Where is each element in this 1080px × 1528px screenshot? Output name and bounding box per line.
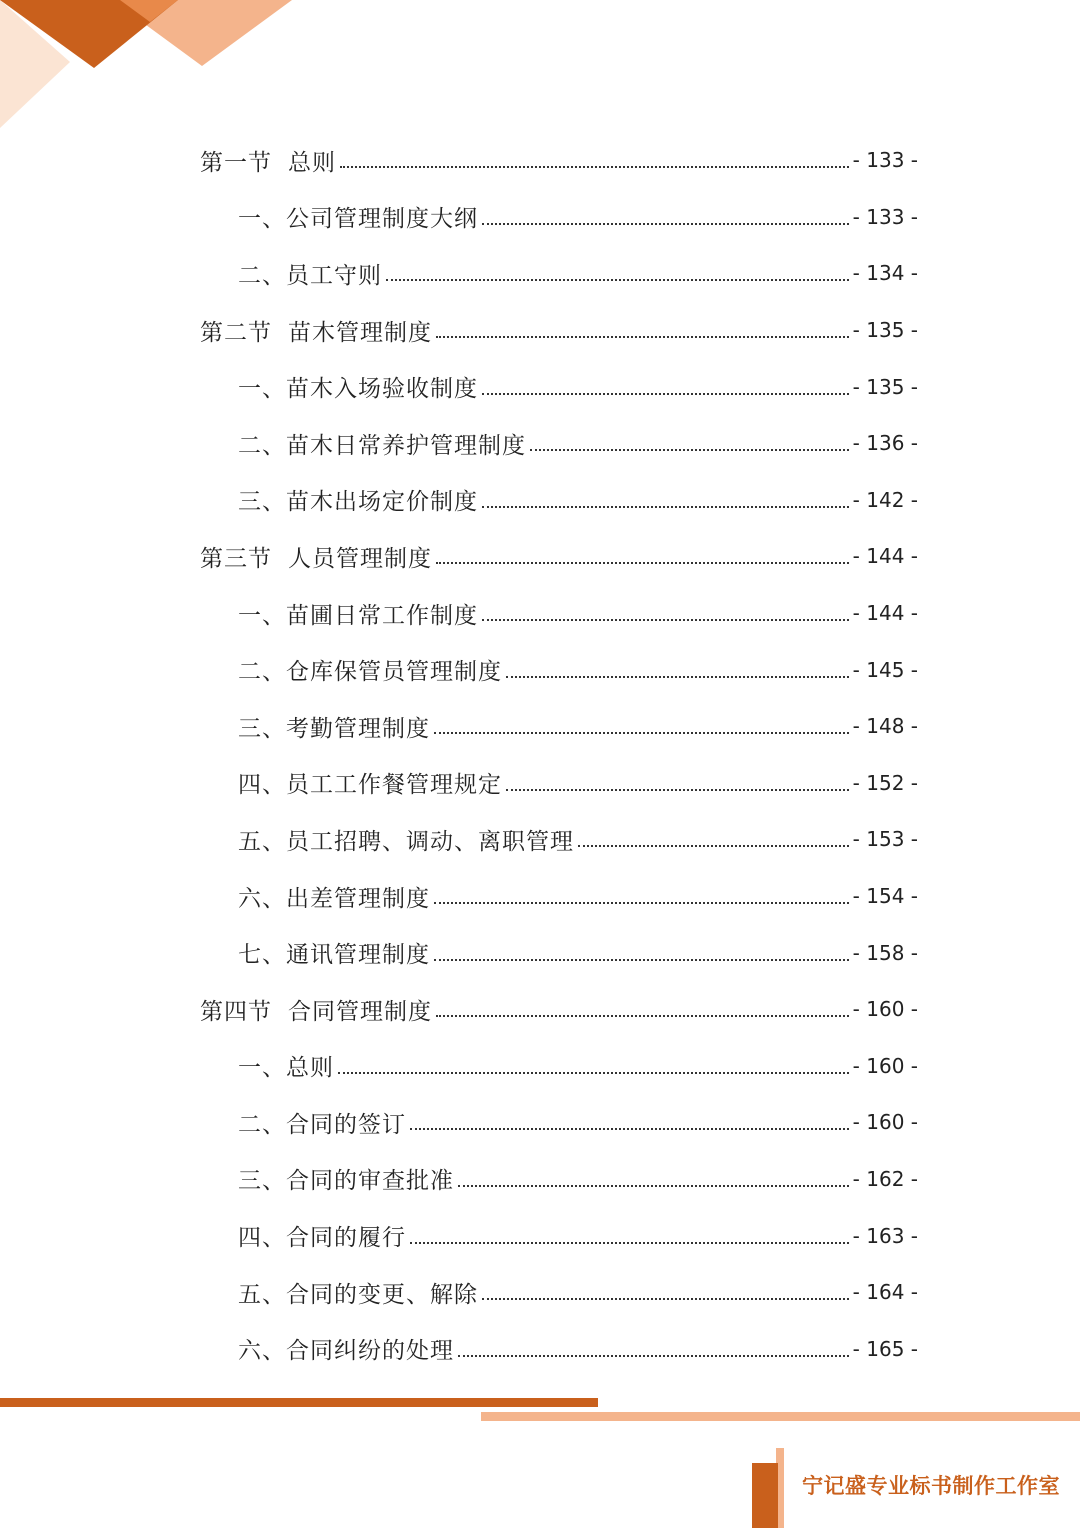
toc-subsection-entry[interactable] [200,924,918,981]
toc-subsection-entry[interactable] [200,641,918,698]
toc-entry-title: 出差管理制度 [286,885,430,912]
toc-entry-label [200,314,432,347]
toc-dot-leader [458,1185,849,1187]
toc-subsection-entry[interactable] [200,868,918,925]
toc-entry-number: 第四节 [200,998,272,1025]
toc-dot-leader [434,732,849,734]
toc-entry-title: 总则 [288,149,336,176]
toc-entry-label [238,653,502,686]
toc-section-entry[interactable] [200,528,918,585]
toc-page-number: - 164 - [852,1280,918,1305]
toc-page-number: - 148 - [852,714,918,739]
toc-entry-label [238,1219,406,1252]
table-of-contents [200,132,918,1377]
toc-dot-leader [410,1128,849,1130]
toc-entry-label [238,1049,334,1082]
toc-page-number: - 134 - [852,261,918,286]
toc-entry-number: 第二节 [200,319,272,346]
toc-page-number: - 154 - [852,884,918,909]
toc-dot-leader [482,1298,849,1300]
toc-entry-number: 二、 [238,1111,286,1138]
toc-entry-number: 二、 [238,432,286,459]
toc-entry-title: 员工招聘、调动、离职管理 [286,828,574,855]
toc-dot-leader [506,789,849,791]
toc-subsection-entry[interactable] [200,698,918,755]
toc-entry-label [238,1162,454,1195]
toc-subsection-entry[interactable] [200,1094,918,1151]
toc-entry-title: 合同管理制度 [288,998,432,1025]
toc-page-number: - 142 - [852,487,918,512]
toc-subsection-entry[interactable] [200,755,918,812]
toc-dot-leader [436,336,849,338]
toc-entry-title: 苗木出场定价制度 [286,489,478,516]
corner-decoration [0,0,300,140]
toc-dot-leader [458,1355,849,1357]
footer-brand: 宁记盛专业标书制作工作室 [802,1474,1060,1498]
toc-page-number: - 135 - [852,318,918,343]
toc-page-number: - 163 - [852,1223,918,1248]
footer-mark-dark [752,1463,778,1528]
toc-entry-title: 员工工作餐管理规定 [286,772,502,799]
toc-dot-leader [482,506,849,508]
toc-subsection-entry[interactable] [200,1207,918,1264]
toc-dot-leader [434,959,849,961]
toc-subsection-entry[interactable] [200,1038,918,1095]
toc-entry-title: 苗木日常养护管理制度 [286,432,526,459]
toc-subsection-entry[interactable] [200,415,918,472]
toc-entry-number: 七、 [238,942,286,969]
toc-entry-label [238,880,430,913]
toc-entry-title: 仓库保管员管理制度 [286,659,502,686]
toc-dot-leader [530,449,849,451]
toc-entry-label [238,1276,478,1309]
toc-entry-label [200,540,432,573]
toc-page-number: - 165 - [852,1336,918,1361]
toc-entry-number: 一、 [238,1055,286,1082]
toc-page-number: - 152 - [852,770,918,795]
toc-page-number: - 133 - [852,148,918,173]
toc-dot-leader [410,1242,849,1244]
toc-page-number: - 162 - [852,1166,918,1191]
toc-entry-title: 通讯管理制度 [286,942,430,969]
toc-entry-title: 合同的审查批准 [286,1168,454,1195]
toc-dot-leader [578,845,849,847]
toc-subsection-entry[interactable] [200,585,918,642]
toc-entry-number: 五、 [238,1281,286,1308]
toc-subsection-entry[interactable] [200,1264,918,1321]
toc-entry-number: 一、 [238,206,286,233]
toc-entry-label [238,370,478,403]
toc-dot-leader [434,902,849,904]
toc-entry-title: 苗木入场验收制度 [286,376,478,403]
toc-entry-label [238,427,526,460]
toc-entry-title: 合同的履行 [286,1225,406,1252]
toc-entry-title: 合同的签订 [286,1111,406,1138]
toc-section-entry[interactable] [200,302,918,359]
toc-subsection-entry[interactable] [200,358,918,415]
toc-entry-title: 考勤管理制度 [286,715,430,742]
toc-page-number: - 144 - [852,601,918,626]
toc-dot-leader [340,166,849,168]
toc-dot-leader [482,619,849,621]
toc-entry-number: 六、 [238,885,286,912]
toc-entry-label [238,710,430,743]
toc-entry-label [238,936,430,969]
toc-entry-label [238,766,502,799]
toc-entry-number: 一、 [238,602,286,629]
toc-entry-title: 公司管理制度大纲 [286,206,478,233]
toc-entry-title: 苗木管理制度 [288,319,432,346]
toc-section-entry[interactable] [200,132,918,189]
toc-dot-leader [482,393,849,395]
toc-entry-label [238,597,478,630]
toc-dot-leader [436,562,849,564]
toc-page-number: - 145 - [852,657,918,682]
toc-entry-label [238,483,478,516]
toc-subsection-entry[interactable] [200,1151,918,1208]
footer-bar-dark [0,1398,598,1407]
toc-entry-number: 三、 [238,489,286,516]
toc-dot-leader [436,1015,849,1017]
toc-subsection-entry[interactable] [200,1320,918,1377]
toc-subsection-entry[interactable] [200,811,918,868]
toc-entry-number: 三、 [238,715,286,742]
toc-page-number: - 160 - [852,1053,918,1078]
toc-entry-title: 合同纠纷的处理 [286,1338,454,1365]
toc-page-number: - 135 - [852,374,918,399]
toc-entry-number: 四、 [238,1225,286,1252]
toc-page-number: - 160 - [852,1110,918,1135]
toc-subsection-entry[interactable] [200,245,918,302]
toc-entry-title: 合同的变更、解除 [286,1281,478,1308]
toc-entry-label [238,1332,454,1365]
toc-entry-number: 五、 [238,828,286,855]
toc-subsection-entry[interactable] [200,472,918,529]
footer-bar-light [481,1412,1080,1421]
toc-subsection-entry[interactable] [200,189,918,246]
toc-entry-label [238,257,382,290]
toc-page-number: - 153 - [852,827,918,852]
toc-entry-title: 苗圃日常工作制度 [286,602,478,629]
toc-dot-leader [506,676,849,678]
toc-entry-title: 总则 [286,1055,334,1082]
toc-entry-label [238,1106,406,1139]
toc-entry-number: 四、 [238,772,286,799]
toc-dot-leader [338,1072,849,1074]
toc-page-number: - 158 - [852,940,918,965]
toc-page-number: - 136 - [852,431,918,456]
toc-entry-number: 第三节 [200,545,272,572]
toc-entry-label [238,823,574,856]
toc-entry-title: 人员管理制度 [288,545,432,572]
toc-entry-number: 六、 [238,1338,286,1365]
toc-entry-number: 二、 [238,659,286,686]
toc-dot-leader [482,223,849,225]
toc-entry-number: 三、 [238,1168,286,1195]
toc-entry-label [200,144,336,177]
toc-dot-leader [386,279,849,281]
toc-page-number: - 144 - [852,544,918,569]
toc-entry-title: 员工守则 [286,262,382,289]
toc-page-number: - 160 - [852,997,918,1022]
toc-entry-label [200,993,432,1026]
toc-entry-number: 二、 [238,262,286,289]
toc-entry-label [238,200,478,233]
toc-entry-number: 一、 [238,376,286,403]
toc-entry-number: 第一节 [200,149,272,176]
toc-section-entry[interactable] [200,981,918,1038]
toc-page-number: - 133 - [852,204,918,229]
